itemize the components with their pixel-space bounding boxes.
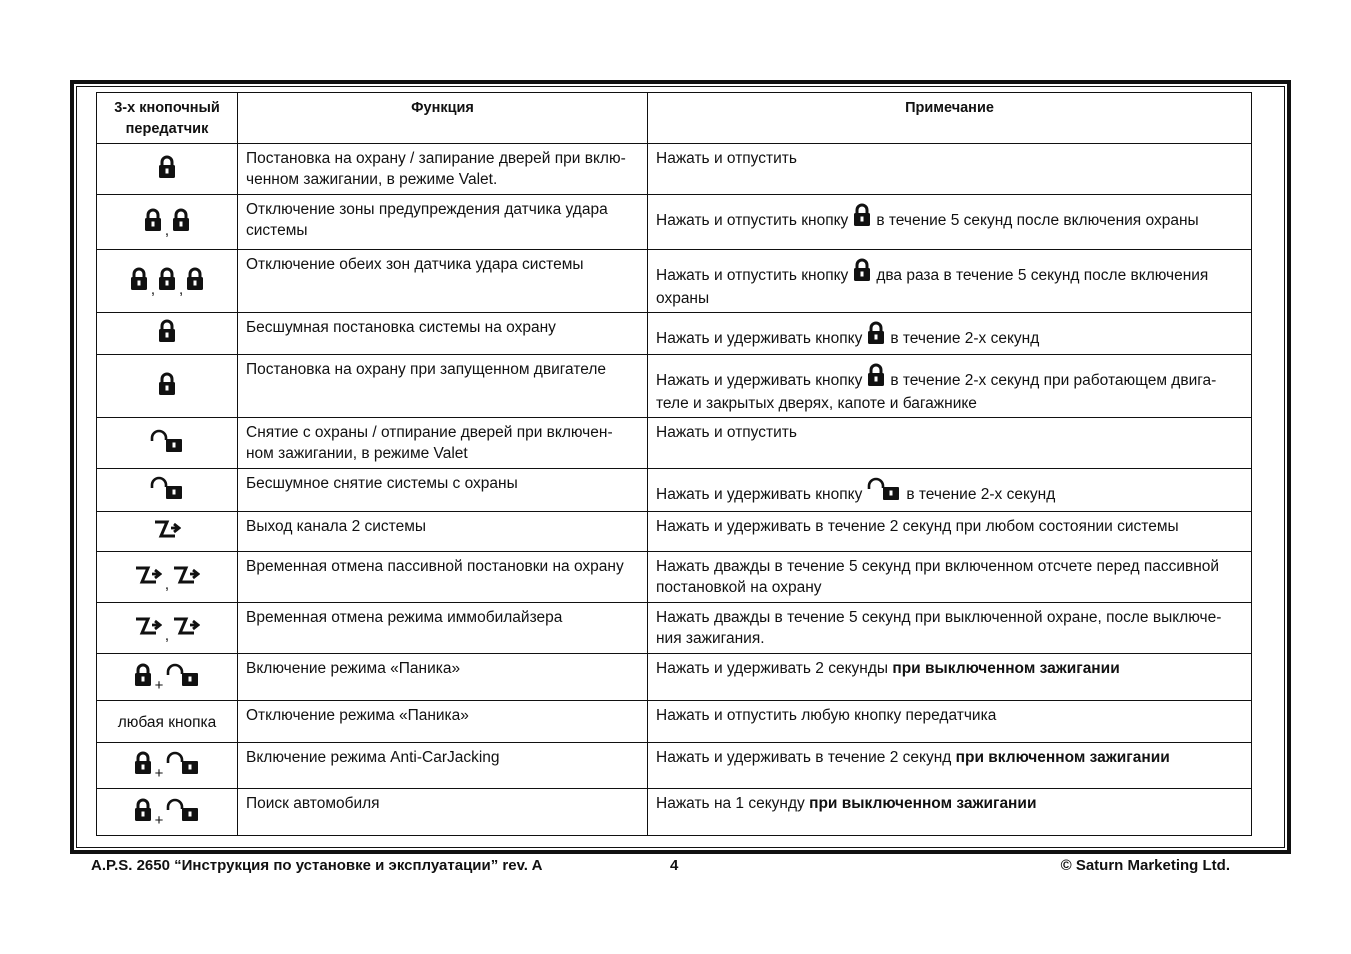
table-row xyxy=(97,195,1252,250)
transmitter-buttons-cell xyxy=(97,743,238,789)
table-row xyxy=(97,701,1252,743)
note-text: Нажать и отпустить xyxy=(656,424,797,441)
transmitter-buttons-cell xyxy=(97,313,238,355)
header-function: Функция xyxy=(238,93,648,144)
button-separator: , xyxy=(164,221,170,239)
note-text: Нажать и удерживать кнопку xyxy=(656,330,863,347)
lock-icon xyxy=(186,267,204,297)
function-cell: Бесшумное снятие системы с охраны xyxy=(238,469,648,512)
note-cell xyxy=(648,355,1252,418)
table-row xyxy=(97,552,1252,603)
unlock-icon xyxy=(166,751,200,781)
transmitter-buttons-cell xyxy=(97,701,238,743)
note-cell xyxy=(648,195,1252,250)
channel-icon xyxy=(172,615,200,643)
lock-icon xyxy=(853,258,871,288)
lock-icon xyxy=(158,372,176,402)
note-emphasis: при выключенном зажигании xyxy=(892,660,1120,677)
channel-icon xyxy=(153,518,181,546)
note-emphasis: при выключенном зажигании xyxy=(809,795,1037,812)
lock-icon xyxy=(144,208,162,238)
lock-icon xyxy=(867,321,885,351)
lock-icon xyxy=(853,203,871,233)
note-text: Нажать дважды в течение 5 секунд при выключенной охране, после выключе-ния зажигания. xyxy=(656,609,1222,647)
note-cell xyxy=(648,418,1252,469)
note-text: Нажать и отпустить кнопку xyxy=(656,212,849,229)
table-row xyxy=(97,654,1252,701)
unlock-icon xyxy=(166,798,200,828)
note-text: Нажать и удерживать кнопку xyxy=(656,486,863,503)
header-transmitter: 3-х кнопочный передатчик xyxy=(97,93,238,144)
unlock-icon xyxy=(150,476,184,506)
footer-copyright: © Saturn Marketing Ltd. xyxy=(1060,857,1230,874)
note-text-continued: два раза в течение 5 секунд после включения охраны xyxy=(656,267,1209,307)
lock-icon xyxy=(172,208,190,238)
lock-icon xyxy=(158,267,176,297)
transmitter-buttons-cell xyxy=(97,552,238,603)
lock-icon xyxy=(134,798,152,828)
note-text: Нажать и отпустить любую кнопку передатчика xyxy=(656,707,997,724)
note-text-continued: в течение 2-х секунд xyxy=(890,330,1040,347)
function-cell: Включение режима Anti-CarJacking xyxy=(238,743,648,789)
note-text: Нажать дважды в течение 5 секунд при включенном отсчете перед пассивной постановкой на охрану xyxy=(656,558,1220,596)
button-separator: + xyxy=(154,676,164,694)
note-cell xyxy=(648,701,1252,743)
note-text-continued: в течение 2-х секунд xyxy=(906,486,1056,503)
note-text: Нажать и удерживать в течение 2 секунд xyxy=(656,749,956,766)
function-cell: Снятие с охраны / отпирание дверей при включен-ном зажигании, в режиме Valet xyxy=(238,418,648,469)
note-cell xyxy=(648,654,1252,701)
table-row xyxy=(97,313,1252,355)
table-row xyxy=(97,144,1252,195)
note-cell xyxy=(648,469,1252,512)
table-row xyxy=(97,512,1252,552)
table-row xyxy=(97,789,1252,836)
unlock-icon xyxy=(166,663,200,693)
transmitter-buttons-cell xyxy=(97,789,238,836)
note-cell xyxy=(648,144,1252,195)
footer-title: A.P.S. 2650 “Инструкция по установке и эксплуатации” rev. A xyxy=(91,857,543,874)
lock-icon xyxy=(134,663,152,693)
table-row xyxy=(97,603,1252,654)
function-cell: Временная отмена пассивной постановки на охрану xyxy=(238,552,648,603)
note-text: Нажать и отпустить кнопку xyxy=(656,267,849,284)
button-separator: , xyxy=(150,280,155,298)
function-cell: Отключение обеих зон датчика удара системы xyxy=(238,250,648,313)
table-body xyxy=(97,144,1252,836)
lock-icon xyxy=(130,267,148,297)
lock-icon xyxy=(158,155,176,185)
function-cell: Поиск автомобиля xyxy=(238,789,648,836)
functions-table xyxy=(96,92,1252,836)
note-text: Нажать и удерживать в течение 2 секунд при любом состоянии системы xyxy=(656,518,1179,535)
channel-icon xyxy=(172,564,200,592)
note-text: Нажать и удерживать кнопку xyxy=(656,372,863,389)
any-button-label: любая кнопка xyxy=(117,713,217,731)
note-cell xyxy=(648,313,1252,355)
note-text: Нажать и отпустить xyxy=(656,150,797,167)
function-cell: Бесшумная постановка системы на охрану xyxy=(238,313,648,355)
note-cell xyxy=(648,552,1252,603)
button-separator: + xyxy=(154,765,164,782)
note-text-continued: в течение 2-х секунд при работающем двига-теле и закрытых дверях, капоте и багажнике xyxy=(656,372,1217,412)
transmitter-buttons-cell xyxy=(97,195,238,250)
note-cell xyxy=(648,743,1252,789)
channel-icon xyxy=(134,564,162,592)
transmitter-buttons-cell xyxy=(97,512,238,552)
footer-page-number: 4 xyxy=(670,857,679,874)
transmitter-buttons-cell xyxy=(97,418,238,469)
note-text: Нажать и удерживать 2 секунды xyxy=(656,660,893,677)
button-separator: , xyxy=(164,626,170,644)
table-row xyxy=(97,355,1252,418)
note-text-continued: в течение 5 секунд после включения охраны xyxy=(876,212,1199,229)
transmitter-buttons-cell xyxy=(97,654,238,701)
channel-icon xyxy=(134,615,162,643)
function-cell: Постановка на охрану при запущенном двигателе xyxy=(238,355,648,418)
note-cell xyxy=(648,512,1252,552)
table-row xyxy=(97,418,1252,469)
button-separator: + xyxy=(154,811,164,829)
function-cell: Отключение зоны предупреждения датчика удара системы xyxy=(238,195,648,250)
function-cell: Включение режима «Паника» xyxy=(238,654,648,701)
transmitter-buttons-cell xyxy=(97,355,238,418)
note-cell xyxy=(648,603,1252,654)
function-cell: Временная отмена режима иммобилайзера xyxy=(238,603,648,654)
transmitter-buttons-cell xyxy=(97,603,238,654)
note-cell xyxy=(648,789,1252,836)
button-separator: , xyxy=(179,280,184,298)
function-cell: Постановка на охрану / запирание дверей при вклю-ченном зажигании, в режиме Valet. xyxy=(238,144,648,195)
transmitter-buttons-cell xyxy=(97,144,238,195)
lock-icon xyxy=(158,319,176,349)
header-note: Примечание xyxy=(648,93,1252,144)
unlock-icon xyxy=(150,429,184,459)
transmitter-buttons-cell xyxy=(97,250,238,313)
function-cell: Отключение режима «Паника» xyxy=(238,701,648,743)
note-text: Нажать на 1 секунду xyxy=(656,795,810,812)
function-cell: Выход канала 2 системы xyxy=(238,512,648,552)
table-row xyxy=(97,469,1252,512)
note-cell xyxy=(648,250,1252,313)
button-separator: , xyxy=(164,575,170,593)
unlock-icon xyxy=(867,477,901,507)
lock-icon xyxy=(867,363,885,393)
table-row xyxy=(97,743,1252,789)
note-emphasis: при включенном зажигании xyxy=(955,749,1170,766)
lock-icon xyxy=(134,751,152,781)
transmitter-buttons-cell xyxy=(97,469,238,512)
table-row xyxy=(97,250,1252,313)
